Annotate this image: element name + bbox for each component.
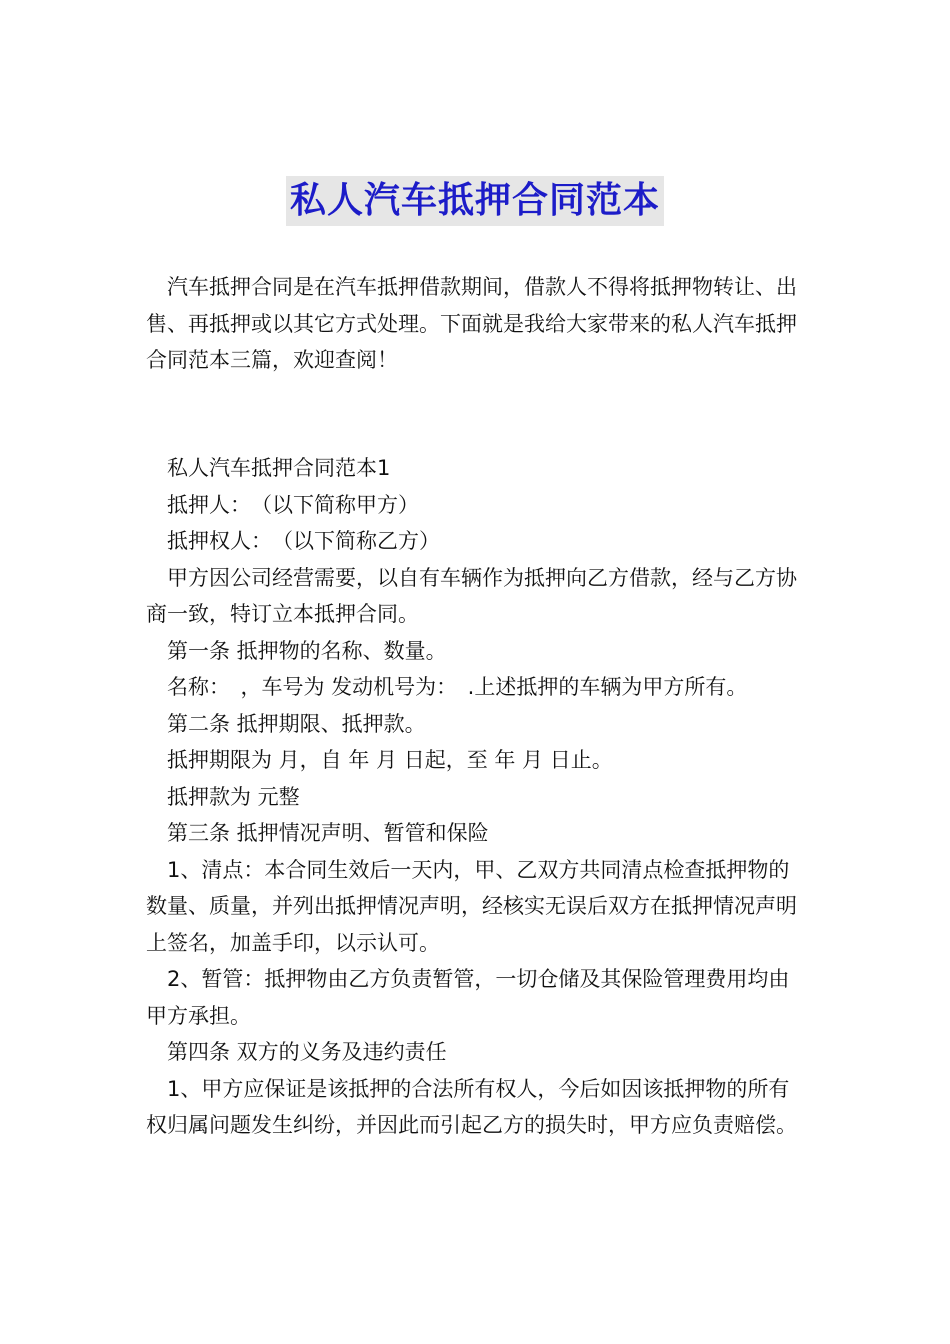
article-3-item-1: 1、清点：本合同生效后一天内，甲、乙双方共同清点检查抵押物的数量、质量，并列出抵押情况声明，经核实无误后双方在抵押情况声明上签名，加盖手印，以示认可。	[146, 857, 797, 955]
intro-paragraph: 汽车抵押合同是在汽车抵押借款期间，借款人不得将抵押物转让、出售、再抵押或以其它方式处理。下面就是我给大家带来的私人汽车抵押合同范本三篇，欢迎查阅！	[146, 275, 797, 372]
article-2-amount-line: 抵押款为 元整	[167, 784, 300, 809]
article-3-item-2: 2、暂管：抵押物由乙方负责暂管，一切仓储及其保险管理费用均由甲方承担。	[146, 967, 790, 1028]
contract-section	[146, 450, 810, 1144]
article-1-heading: 第一条 抵押物的名称、数量。	[167, 638, 447, 663]
article-4-item-1: 1、甲方应保证是该抵押的合法所有权人，今后如因该抵押物的所有权归属问题发生纠纷，并因此而引起乙方的损失时，甲方应负责赔偿。	[146, 1076, 797, 1137]
mortgagor-line: 抵押人： （以下简称甲方）	[167, 492, 419, 517]
article-2-heading: 第二条 抵押期限、抵押款。	[167, 711, 426, 736]
contract-heading: 私人汽车抵押合同范本1	[167, 456, 391, 480]
purpose-paragraph: 甲方因公司经营需要，以自有车辆作为抵押向乙方借款，经与乙方协商一致，特订立本抵押合同。	[146, 565, 797, 626]
article-3-heading: 第三条 抵押情况声明、暂管和保险	[167, 821, 489, 845]
article-4-heading: 第四条 双方的义务及违约责任	[167, 1040, 447, 1064]
article-1-name-line: 名称： ，车号为 发动机号为： .上述抵押的车辆为甲方所有。	[167, 675, 748, 699]
document-title: 私人汽车抵押合同范本	[286, 176, 664, 226]
intro-section	[146, 269, 810, 379]
mortgagee-line: 抵押权人： （以下简称乙方）	[167, 529, 440, 553]
article-2-term-line: 抵押期限为 月，自 年 月 日起，至 年 月 日止。	[167, 748, 613, 772]
title-container	[0, 176, 950, 226]
